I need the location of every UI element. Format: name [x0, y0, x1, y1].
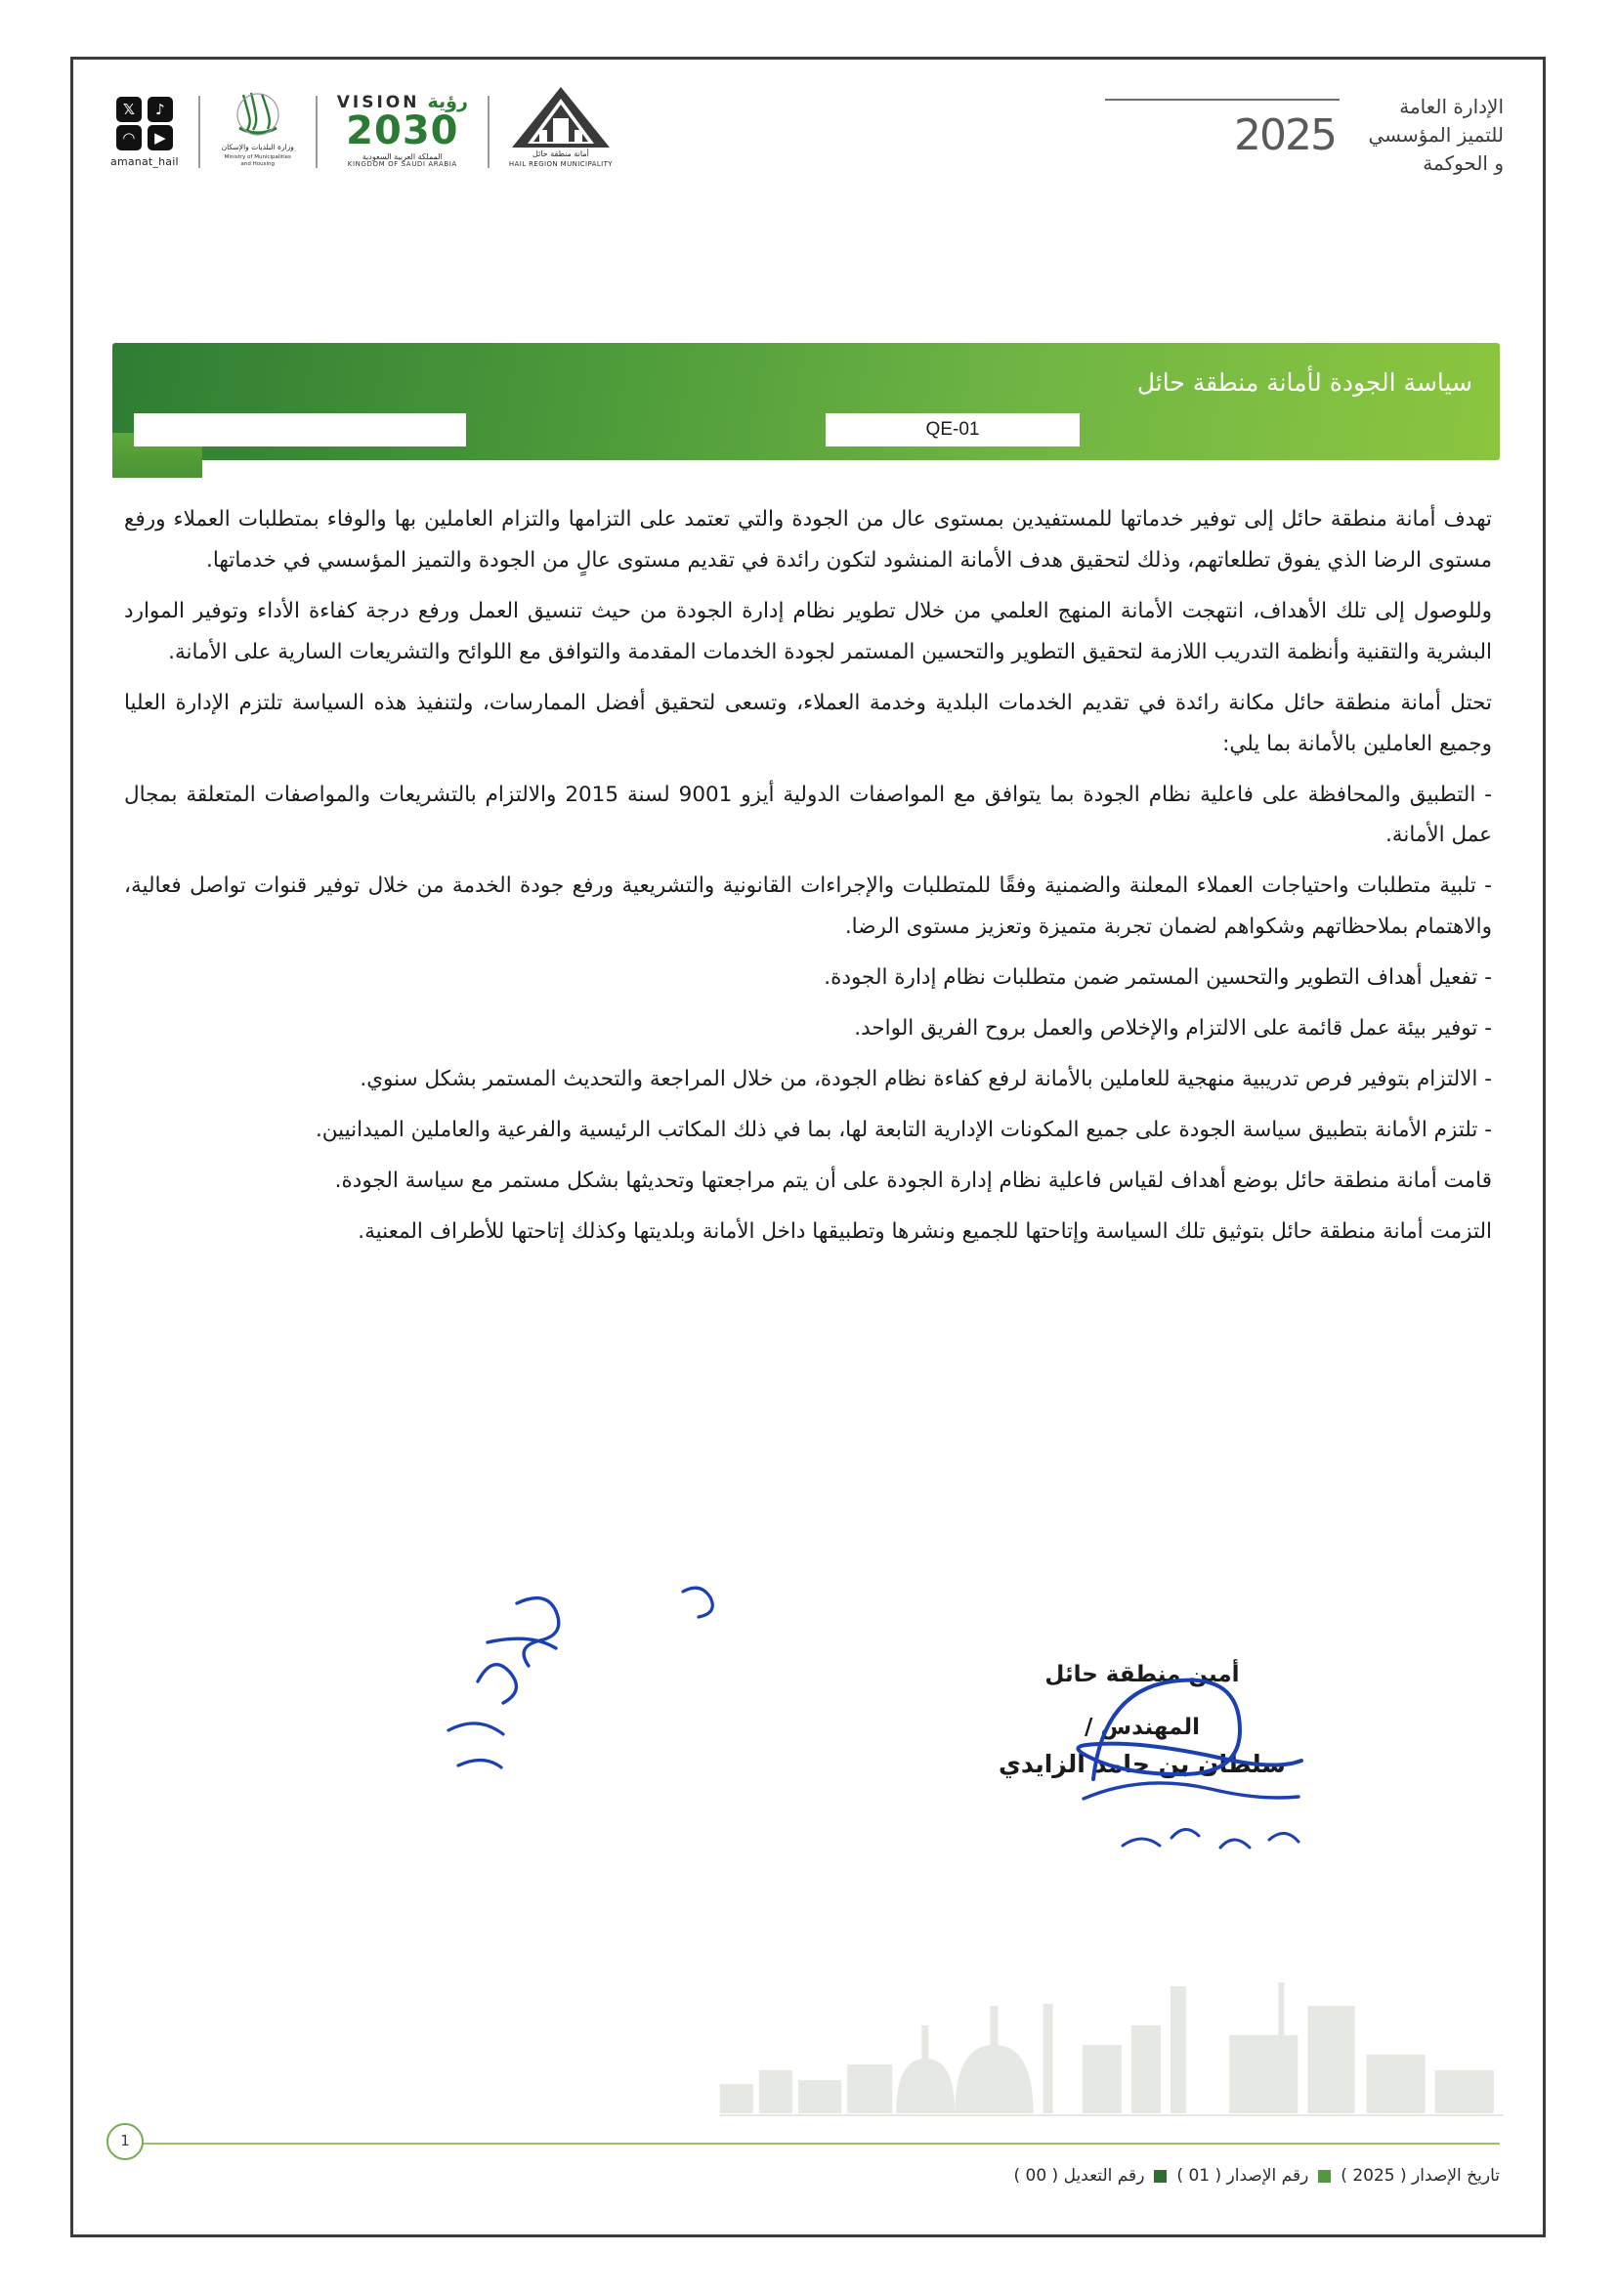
ministry-caption-ar: وزارة البلديات والإسكان: [221, 142, 294, 151]
policy-bullet: - تلبية متطلبات واحتياجات العملاء المعلنة والضمنية وفقًا للمتطلبات والإجراءات القانونية والتشريعية ورفع جودة الخدمة من خلال توفير قنوات تواصل فعالية، والاهتمام بملاحظاتهم وشكواهم لضمان تجربة متميزة وتعزيز مستوى الرضا.: [124, 873, 1492, 940]
header-title-line-1: الإدارة العامة: [1399, 95, 1504, 118]
band-white-block: [134, 413, 466, 446]
hail-caption-en: HAIL REGION MUNICIPALITY: [508, 160, 613, 168]
snapchat-icon: ◠: [116, 125, 142, 150]
ministry-logo: [220, 89, 296, 168]
policy-bullet: - توفير بيئة عمل قائمة على الالتزام والإخلاص والعمل بروح الفريق الواحد.: [854, 1016, 1492, 1042]
paragraph: التزمت أمانة منطقة حائل بتوثيق تلك السياسة وإتاحتها للجميع ونشرها وتطبيقها داخل الأمانة وبلديتها وكذلك إتاحتها للأطراف المعنية.: [358, 1218, 1492, 1244]
header-divider-2: [316, 96, 318, 168]
header-title-line-3: و الحوكمة: [1423, 151, 1504, 175]
paragraph: تحتل أمانة منطقة حائل مكانة رائدة في تقديم الخدمات البلدية وخدمة العملاء، وتسعى لتحقيق أفضل الممارسات، ولتنفيذ هذه السياسة تلتزم الإدارة العليا وجميع العاملين بالأمانة بما يلي:: [124, 690, 1492, 756]
header-logo-group: [110, 85, 613, 168]
paragraph: تهدف أمانة منطقة حائل إلى توفير خدماتها للمستفيدين بمستوى عال من الجودة والتي تعتمد على التزامها والتزام العاملين بها والوفاء بمتطلبات العملاء ورفع مستوى الرضا الذي يفوق تطلعاتهم، وذلك لتحقيق هدف الأمانة المنشود لتكون رائدة في تقديم مستوى عالٍ من الجودة والتميز المؤسسي في خدماتها.: [124, 507, 1492, 573]
page-number-badge: 1: [106, 2123, 144, 2160]
signature-role: أمين منطقة حائل: [1044, 1662, 1240, 1687]
ministry-caption-en: Ministry of Municipalities and Housing: [224, 154, 291, 168]
paragraph: وللوصول إلى تلك الأهداف، انتهجت الأمانة المنهج العلمي من خلال تطوير نظام إدارة الجودة من حيث تنسيق العمل ورفع درجة كفاءة الأداء وتوفير الموارد البشرية والتقنية وأنظمة التدريب اللازمة لتحقيق التطوير والتحسين المستمر لجودة الخدمات المقدمة والتوافق مع اللوائح والتشريعات السارية على الأمانة.: [124, 598, 1492, 664]
policy-title-band: [112, 343, 1500, 460]
footer-issue-number: رقم الإصدار ( 01 ): [1176, 2166, 1309, 2186]
footer-metadata: [1013, 2166, 1500, 2186]
policy-bullet: - تفعيل أهداف التطوير والتحسين المستمر ضمن متطلبات نظام إدارة الجودة.: [824, 965, 1492, 991]
x-icon: 𝕏: [116, 97, 142, 122]
signature-block: [888, 1662, 1396, 1778]
policy-code: QE-01: [925, 419, 980, 440]
footer-separator-square-1: [1318, 2170, 1331, 2183]
signature-name: سلطان بن حامد الزايدي: [998, 1750, 1286, 1778]
tiktok-icon: ♪: [148, 97, 173, 122]
policy-code-box: [826, 413, 1080, 446]
hail-triangle-icon: [510, 85, 612, 149]
hail-caption-ar: أمانة منطقة حائل: [532, 149, 589, 158]
policy-body: [124, 499, 1492, 1262]
vision-number: 2030: [346, 108, 459, 153]
header-rule: [1105, 99, 1340, 101]
social-row-top: [116, 97, 173, 122]
policy-bullet: - التطبيق والمحافظة على فاعلية نظام الجودة بما يتوافق مع المواصفات الدولية أيزو 9001 لسنة 2015 والالتزام بالتشريعات والمواصفات المتعلقة بمجال عمل الأمانة.: [124, 782, 1492, 848]
handwritten-signature-right: [331, 1584, 742, 1838]
social-handle: amanat_hail: [110, 155, 179, 168]
header-year: 2025: [1234, 110, 1336, 160]
vision-sub-en: KINGDOM OF SAUDI ARABIA: [347, 160, 457, 168]
saudi-emblem-icon: [235, 89, 280, 140]
policy-title: سياسة الجودة لأمانة منطقة حائل: [1136, 368, 1472, 397]
header-department-title: [1234, 93, 1504, 178]
social-row-bottom: [116, 125, 173, 150]
footer-rule: [116, 2143, 1500, 2145]
city-skyline-watermark: [73, 1889, 1543, 2133]
vision-sub-ar: المملكة العربية السعودية: [362, 152, 443, 161]
signature-engineer-label: المهندس /: [1085, 1715, 1200, 1740]
footer-issue-date: تاريخ الإصدار ( 2025 ): [1341, 2166, 1500, 2186]
header-divider-1: [198, 96, 200, 168]
header-divider-3: [488, 96, 490, 168]
policy-bullet: - الالتزام بتوفير فرص تدريبية منهجية للعاملين بالأمانة لرفع كفاءة نظام الجودة، من خلال المراجعة والتحديث المستمر بشكل سنوي.: [360, 1067, 1492, 1092]
youtube-icon: ▶: [148, 125, 173, 150]
document-header: [73, 60, 1543, 226]
document-paper: [70, 57, 1546, 2237]
vision-word-ar: رؤية: [427, 91, 468, 112]
footer-revision-number: رقم التعديل ( 00 ): [1013, 2166, 1145, 2186]
header-title-line-2: للتميز المؤسسي: [1368, 123, 1504, 147]
vision-2030-logo: [337, 93, 468, 168]
footer-separator-square-2: [1154, 2170, 1167, 2183]
vision-word: VISION: [336, 93, 420, 112]
document-footer: [73, 2132, 1543, 2205]
social-media-block: [110, 97, 179, 168]
paragraph: قامت أمانة منطقة حائل بوضع أهداف لقياس فاعلية نظام إدارة الجودة على أن يتم مراجعتها وتحديثها بشكل مستمر مع سياسة الجودة.: [334, 1168, 1492, 1193]
hail-municipality-logo: [509, 85, 613, 168]
policy-bullet: - تلتزم الأمانة بتطبيق سياسة الجودة على جميع المكونات الإدارية التابعة لها، بما في ذلك المكاتب الرئيسية والفرعية والعاملين الميدانيين.: [315, 1117, 1492, 1142]
